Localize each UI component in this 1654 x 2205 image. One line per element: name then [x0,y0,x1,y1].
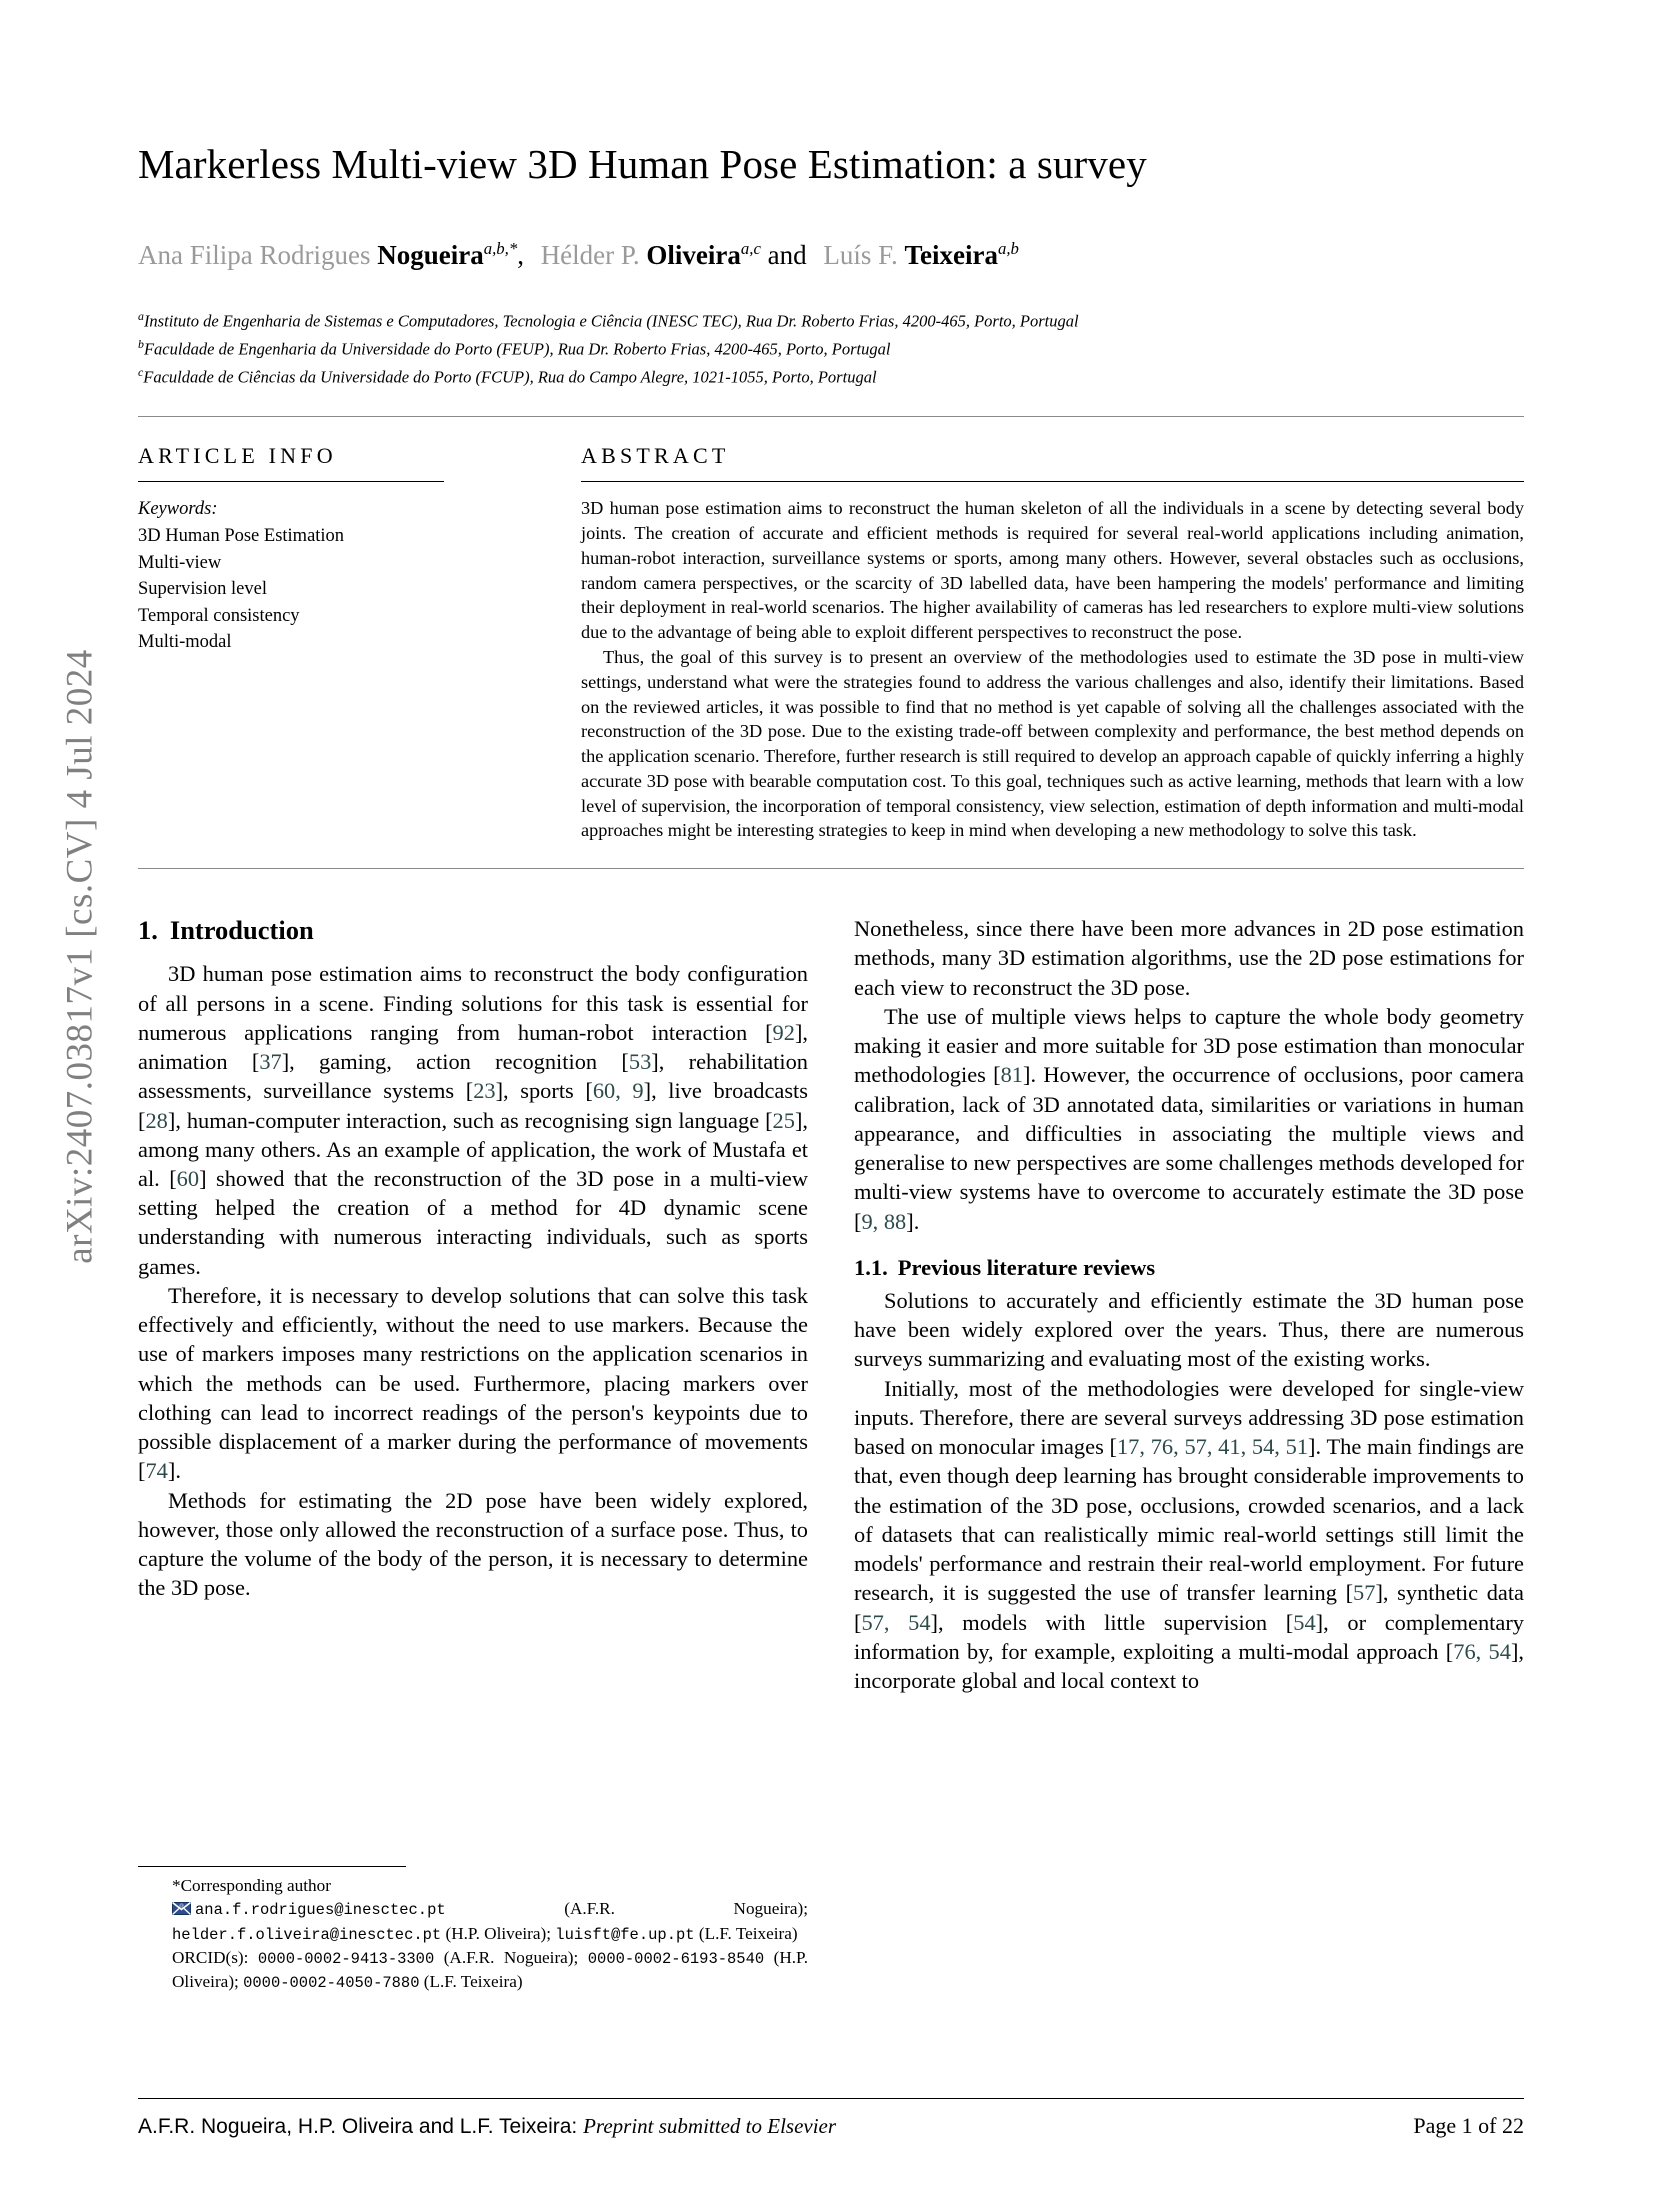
email-owner-1: (A.F.R. Nogueira); [564,1899,809,1919]
citation-ref[interactable]: 92 [772,1019,795,1045]
svg-text:@: @ [179,1904,184,1910]
orcid-label: ORCID(s): [172,1947,249,1967]
abstract-paragraph: Thus, the goal of this survey is to present an overview of the methodologies used to estimate the 3D pose in multi-view settings, understand what were the strategies found to address the various challenges and also, identify their limitations. Based on the reviewed articles, it was possible to find that no method is yet capable of solving all the challenges associated with the reconstruction of the 3D pose. Due to the existing trade-off between complexity and performance, the best method depends on the application scenario. Therefore, further research is still required to develop an approach capable of quickly inferring a highly accurate 3D pose with bearable computation cost. To this goal, techniques such as active learning, methods that learn with a low level of supervision, the incorporation of temporal consistency, view selection, estimation of depth information and multi-modal approaches might be interesting strategies to keep in mind when developing a new methodology to solve this task. [581,646,1524,841]
keyword-item: Multi-view [138,552,222,573]
footer-page-number: Page 1 of 22 [1413,2113,1524,2138]
citation-ref[interactable]: 74 [145,1458,168,1484]
footer-divider [138,2098,1524,2099]
author-3-sup: a,b [997,239,1019,259]
body-column-right [854,914,1524,1994]
orcid-owner-1: (A.F.R. Nogueira); [443,1947,579,1967]
abstract-heading: ABSTRACT [581,443,730,469]
author-conjunction: and [767,240,807,271]
article-info-divider [138,481,444,482]
abstract-paragraph: 3D human pose estimation aims to reconstruct the human skeleton of all the individuals in a scene by detecting several body joints. The creation of accurate and efficient methods is required for several real-world applications including animation, human-robot interaction, surveillance systems or sports, among many others. However, several obstacles such as occlusions, random camera perspectives, or the scarcity of 3D labelled data, have been hampering the models' performance and limiting their deployment in real-world scenarios. The higher availability of cameras has led researchers to explore multi-view solutions due to the advantage of being able to exploit different perspectives to reconstruct the pose. [581,498,1524,643]
keyword-item: Supervision level [138,579,267,600]
reviews-paragraph-1: Solutions to accurately and efficiently estimate the 3D human pose have been widely explored over the years. Thus, there are numerous surveys summarizing and evaluating most of the existing works. [854,1287,1524,1372]
citation-ref[interactable]: 54 [1293,1609,1316,1635]
intro-paragraph-3: Methods for estimating the 2D pose have been widely explored, however, those only allowed the reconstruction of a surface pose. Thus, to capture the volume of the body of the person, it is necessary to determine the 3D pose. [138,1487,808,1601]
author-separator-1: , [517,240,524,271]
citation-ref[interactable]: 23 [473,1078,496,1104]
citation-ref[interactable]: 37 [259,1049,282,1075]
affiliation-a [138,307,1524,335]
footer-authors: A.F.R. Nogueira, H.P. Oliveira and L.F. Teixeira: [138,2115,578,2138]
citation-ref[interactable]: 57 [1353,1580,1376,1606]
section-heading-introduction [138,914,808,947]
email-address-3[interactable]: luisft@fe.up.pt [555,1925,695,1944]
reviews-paragraph-2: Initially, most of the methodologies were developed for single-view inputs. Therefore, there are several surveys addressing 3D pose estimation based on monocular images [17, 76, 57, 41, 54, 51]. The main findings are that, even though deep learning has brought considerable improvements to the estimation of the 3D pose, occlusions, crowded scenarios, and a lack of datasets that can realistically mimic real-world settings still limit the models' performance and restrain their real-world employment. For future research, it is suggested the use of transfer learning [57], synthetic data [57, 54], models with little supervision [54], or complementary information by, for example, exploiting a multi-modal approach [76, 54], incorporate global and local context to [854,1375,1525,1693]
email-address-1[interactable]: ana.f.rodrigues@inesctec.pt [195,1901,446,1920]
author-1-given: Ana Filipa Rodrigues [138,240,371,271]
footer-left [138,2114,836,2139]
corresponding-author-note: *Corresponding author [172,1875,331,1895]
affiliation-a-mark: a [138,308,144,323]
orcid-owner-2: (H.P. Oliveira); [172,1947,808,1992]
subsection-title: Previous literature reviews [897,1254,1156,1280]
article-info-column [138,443,538,843]
citation-ref[interactable]: 25 [772,1107,795,1133]
orcid-id-2[interactable]: 0000-0002-6193-8540 [587,1949,765,1968]
subsection-heading-previous-reviews [854,1254,1524,1282]
orcid-id-3[interactable]: 0000-0002-4050-7880 [243,1974,420,1993]
footnote-block [138,1866,808,1994]
citation-ref[interactable]: 9, 88 [861,1208,907,1234]
citation-ref[interactable]: 53 [628,1049,652,1075]
emails-line [138,1897,808,1945]
author-2-family: Oliveira$^{a,c}$ [646,239,761,271]
keywords-block [138,496,538,656]
email-owner-3: (L.F. Teixeira) [698,1923,798,1943]
citation-ref[interactable]: 17, 76, 57, 41, 54, 51 [1116,1434,1309,1460]
footnote-text [138,1874,808,1994]
author-2-sup: a,c [740,239,761,259]
citation-ref[interactable]: 81 [1000,1062,1023,1088]
keyword-item: 3D Human Pose Estimation [138,525,345,546]
intro-paragraph-1: 3D human pose estimation aims to reconstruct the body configuration of all persons in a scene. Finding solutions for this task is essential for numerous applications ranging from human-robot interaction [92], animation [37], gaming, action recognition [53], rehabilitation assessments, surveillance systems [23], sports [60, 9], live broadcasts [28], human-computer interaction, such as recognising sign language [25], among many others. As an example of application, the work of Mustafa et al. [60] showed that the reconstruction of the 3D pose in a multi-view setting helped the creation of a method for 4D dynamic scene understanding with numerous interacting individuals, such as sports games. [138,961,808,1279]
paper-content [138,0,1524,2205]
author-2 [541,240,761,270]
keyword-item: Temporal consistency [138,605,300,626]
footer-note: Preprint submitted to Elsevier [583,2114,837,2138]
orcid-line [138,1946,808,1994]
affiliation-b-mark: b [138,336,144,351]
affiliation-c-mark: c [138,365,144,380]
author-3-family: Teixeira$^{a,b}$ [904,239,1019,271]
arxiv-stamp: arXiv:2407.03817v1 [cs.CV] 4 Jul 2024 [59,649,101,1264]
affiliation-a-text: Instituto de Engenharia de Sistemas e Computadores, Tecnologia e Ciência (INESC TEC), Rua Dr. Roberto Frias, 4200-465, Porto, Portugal [143,311,1079,331]
page-title: Markerless Multi-view 3D Human Pose Estimation: a survey [138,141,1147,187]
body-columns [138,914,1524,1994]
abstract-column [538,443,1524,843]
article-info-heading: ARTICLE INFO [138,443,337,469]
body-column-left [138,914,808,1994]
affiliation-b [138,335,1524,363]
section-title: Introduction [169,915,314,946]
page-footer [138,2098,1524,2139]
affiliation-b-text: Faculdade de Engenharia da Universidade do Porto (FEUP), Rua Dr. Roberto Frias, 4200-465, Porto, Portugal [143,339,891,359]
affiliation-c [138,363,1524,391]
author-2-given: Hélder P. [540,240,640,271]
citation-ref[interactable]: 60, 9 [592,1078,644,1104]
affiliation-list [138,307,1524,392]
author-1 [138,240,524,270]
footnote-divider [138,1866,406,1867]
citation-ref[interactable]: 28 [145,1107,168,1133]
section-number: 1. [138,915,158,946]
orcid-owner-3: (L.F. Teixeira) [423,1972,523,1992]
email-address-2[interactable]: helder.f.oliveira@inesctec.pt [172,1925,442,1944]
header-divider [138,416,1524,417]
subsection-number: 1.1. [854,1254,888,1280]
intro-paragraph-4: Nonetheless, since there have been more advances in 2D pose estimation methods, many 3D estimation algorithms, use the 2D pose estimations for each view to reconstruct the 3D pose. [854,916,1524,1000]
keywords-label: Keywords: [138,499,218,520]
info-abstract-row [138,443,1524,843]
intro-paragraph-5: The use of multiple views helps to capture the whole body geometry making it easier and more suitable for 3D pose estimation than monocular methodologies [81]. However, the occurrence of occlusions, poor camera calibration, lack of 3D annotated data, similarities or variations in human appearance, and difficulties in associating the multiple views and generalise to new perspectives are some challenges methods developed for multi-view systems have to overcome to accurately estimate the 3D pose [9, 88]. [854,1003,1524,1234]
author-3 [823,240,1019,270]
author-3-given: Luís F. [823,240,898,271]
envelope-icon [172,1898,191,1911]
abstract-bottom-divider [138,868,1524,869]
orcid-id-1[interactable]: 0000-0002-9413-3300 [257,1949,435,1968]
abstract-divider [581,481,1524,482]
citation-ref[interactable]: 76, 54 [1453,1638,1511,1664]
citation-ref[interactable]: 60 [176,1165,200,1191]
email-owner-2: (H.P. Oliveira); [445,1923,551,1943]
keyword-item: Multi-modal [138,632,232,653]
author-1-sup: a,b,* [483,239,518,259]
affiliation-c-text: Faculdade de Ciências da Universidade do Porto (FCUP), Rua do Campo Alegre, 1021-1055, Porto, Portugal [143,367,877,387]
citation-ref[interactable]: 57, 54 [861,1609,931,1635]
author-1-family: Nogueira$^{a,b,*}$ [377,239,518,271]
abstract-body [581,496,1524,843]
author-list [138,237,1524,273]
intro-paragraph-2: Therefore, it is necessary to develop solutions that can solve this task effectively and efficiently, without the need to use markers. Because the use of markers imposes many restrictions on the application scenarios in which the methods can be used. Furthermore, placing markers over clothing can lead to incorrect readings of the person's keypoints due to possible displacement of a marker during the performance of movements [74]. [138,1282,808,1484]
